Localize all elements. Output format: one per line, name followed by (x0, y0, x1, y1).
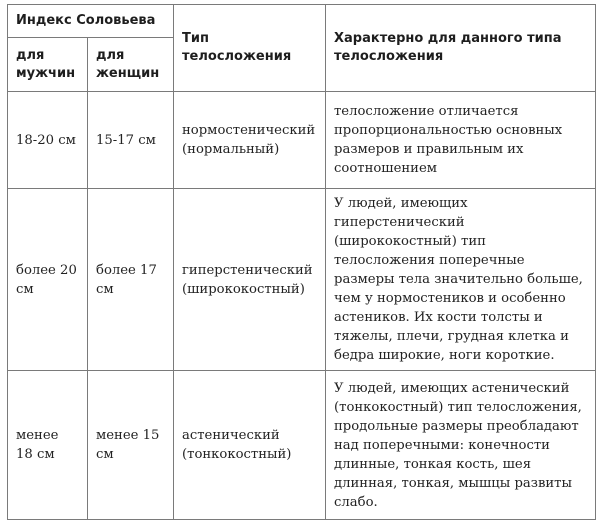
cell-description: У людей, имеющих гиперстенический (ширококостный) тип телосложения поперечные размеры тела значительно больше, чем у нормостеников и особенно астеников. Их кости толсты и тяжелы, плечи, грудная клетка и бедра широкие, ноги короткие. (326, 189, 596, 371)
cell-description: телосложение отличается пропорциональностью основных размеров и правильным их соотношением (326, 92, 596, 189)
cell-women: 15-17 см (88, 92, 174, 189)
cell-men: более 20 см (8, 189, 88, 371)
header-row-top (8, 5, 596, 38)
table-row (8, 189, 596, 371)
cell-body-type: нормостенический (нормальный) (174, 92, 326, 189)
cell-description: У людей, имеющих астенический (тонкокостный) тип телосложения, продольные размеры преобладают над поперечными: конечности длинные, тонкая кость, шея длинная, тонкая, мышцы развиты слабо. (326, 371, 596, 520)
header-body-type: Тип телосложения (174, 5, 326, 92)
table-header (8, 5, 596, 92)
cell-body-type: гиперстенический (ширококостный) (174, 189, 326, 371)
header-women: для женщин (88, 38, 174, 92)
header-characteristic: Характерно для данного типа телосложения (326, 5, 596, 92)
cell-women: более 17 см (88, 189, 174, 371)
cell-body-type: астенический (тонкокостный) (174, 371, 326, 520)
table-body (8, 92, 596, 520)
cell-men: менее 18 см (8, 371, 88, 520)
table-row (8, 92, 596, 189)
solovyov-index-table (7, 4, 596, 520)
table-row (8, 371, 596, 520)
cell-men: 18-20 см (8, 92, 88, 189)
header-men: для мужчин (8, 38, 88, 92)
cell-women: менее 15 см (88, 371, 174, 520)
header-solovyov-index: Индекс Соловьева (8, 5, 174, 38)
